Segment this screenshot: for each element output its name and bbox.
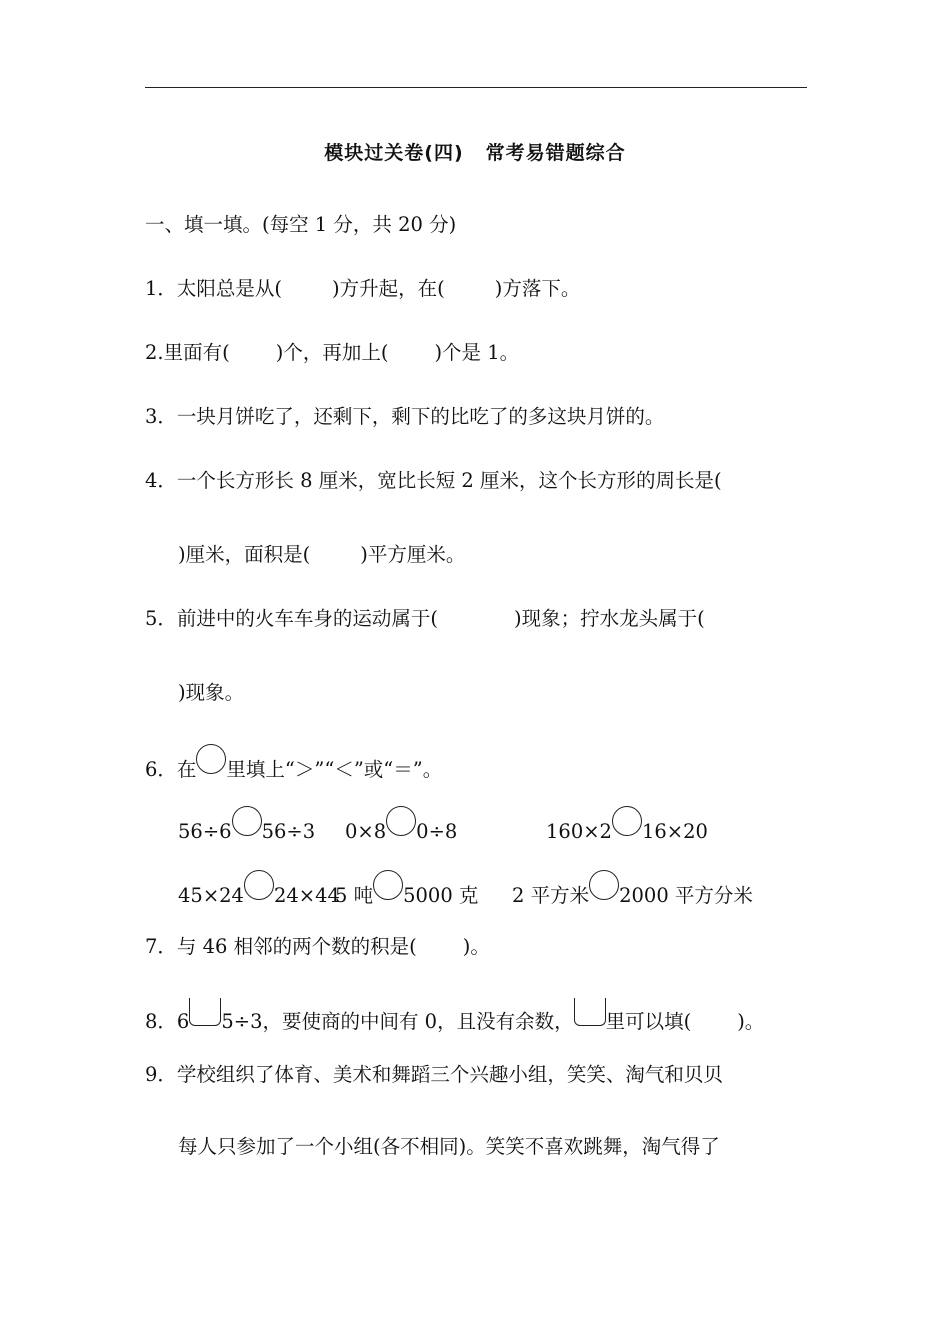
q6-item-2-right: 0÷8 [416,820,458,843]
answer-box-icon [574,998,606,1026]
q6-item-2 [345,806,457,845]
question-2 [145,340,519,366]
q8-text-b: 5÷3，要使商的中间有 0，且没有余数， [221,1010,574,1033]
q6-item-1-left: 56÷6 [178,820,232,843]
q7-text-b: )。 [462,935,490,958]
comparison-circle-icon [196,744,226,774]
question-9-line-2: 每人只参加了一个小组(各不相同)。笑笑不喜欢跳舞，淘气得了 [178,1135,720,1158]
question-7 [145,934,490,960]
q6-intro-b: 里填上“＞”“＜”或“＝”。 [226,758,443,781]
q6-item-4-right: 24×44 [273,884,340,907]
q6-item-4 [178,870,340,909]
q4-text-a: )厘米，面积是( [178,543,311,566]
q6-item-5-right: 5000 克 [403,884,479,907]
answer-circle-2[interactable] [386,806,416,836]
q6-item-6-left: 2 平方米 [512,884,590,907]
question-5-line-2: )现象。 [178,681,245,704]
q6-item-6 [512,870,753,909]
page-title [0,138,950,165]
question-6-intro [145,744,442,783]
q6-item-1 [178,806,315,845]
q1-text-b: )方升起，在( [332,277,445,300]
question-3: 3．一块月饼吃了，还剩下，剩下的比吃了的多这块月饼的。 [145,405,665,428]
q6-item-4-left: 45×24 [178,884,244,907]
q6-item-5-left: 5 吨 [335,884,374,907]
q1-text-a: 1．太阳总是从( [145,277,283,300]
question-4-line-1: 4．一个长方形长 8 厘米，宽比长短 2 厘米，这个长方形的周长是( [145,469,722,492]
q6-item-1-right: 56÷3 [261,820,316,843]
title-part1: 模块过关卷(四) [324,142,464,164]
question-9-line-1: 9．学校组织了体育、美术和舞蹈三个兴趣小组，笑笑、淘气和贝贝 [145,1063,723,1086]
question-4-line-2 [178,542,465,568]
q6-item-3-right: 16×20 [641,820,708,843]
section-heading: 一、填一填。(每空 1 分，共 20 分) [145,213,457,236]
q4-text-b: )平方厘米。 [360,543,466,566]
q5-text-a: 5．前进中的火车车身的运动属于( [145,607,439,630]
q6-intro-a: 6．在 [145,758,197,781]
q6-item-3 [546,806,708,845]
q2-text-c: )个是 1。 [434,341,520,364]
question-5-line-1 [145,606,705,632]
answer-circle-4[interactable] [244,870,274,900]
q6-item-5 [335,870,478,909]
title-part2: 常考易错题综合 [485,142,626,164]
answer-circle-1[interactable] [232,806,262,836]
q6-item-3-left: 160×2 [546,820,612,843]
q8-text-c: 里可以填( [605,1010,692,1033]
q2-text-b: )个，再加上( [275,341,389,364]
q8-text-a: 8．6 [145,1010,190,1033]
q6-item-6-right: 2000 平方分米 [619,884,753,907]
q2-text-a: 2.里面有( [145,341,230,364]
answer-box-1[interactable] [189,998,221,1026]
answer-circle-3[interactable] [612,806,642,836]
q5-text-b: )现象；拧水龙头属于( [514,607,705,630]
question-8 [145,998,764,1035]
q1-text-c: )方落下。 [494,277,581,300]
q8-text-d: )。 [737,1010,765,1033]
header-rule [145,87,807,88]
answer-circle-5[interactable] [373,870,403,900]
q6-item-2-left: 0×8 [345,820,387,843]
q7-text-a: 7．与 46 相邻的两个数的积是( [145,935,417,958]
question-1 [145,276,580,302]
answer-circle-6[interactable] [589,870,619,900]
